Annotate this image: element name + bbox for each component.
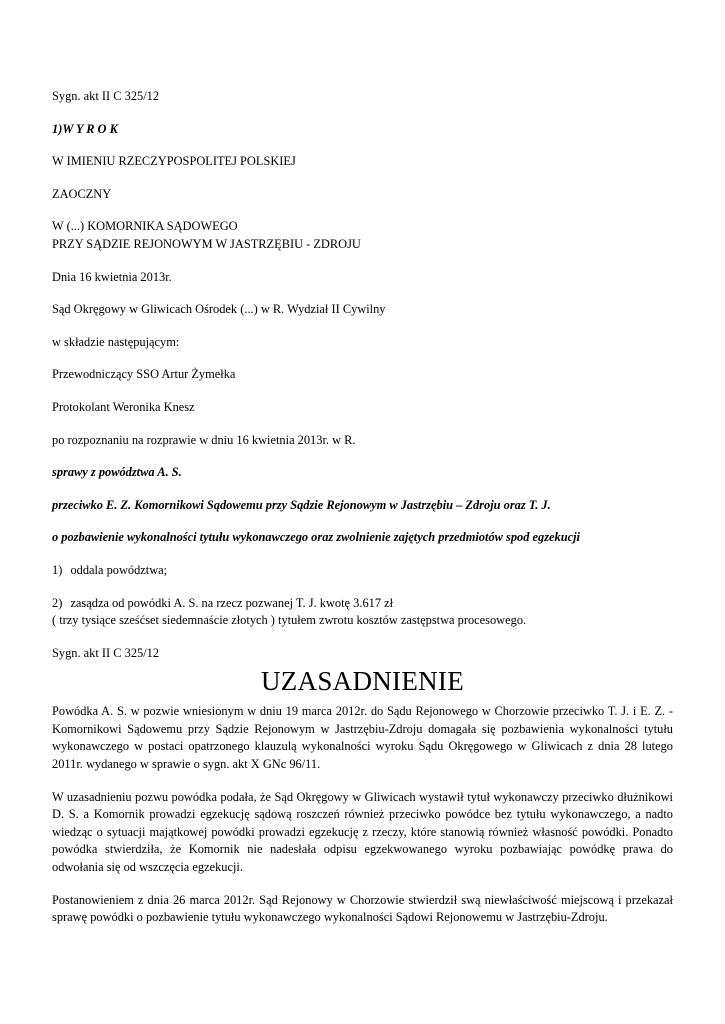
ruling-item-1 — [52, 562, 673, 580]
composition-label: w składzie następującym: — [52, 334, 180, 349]
clerk: Protokolant Weronika Knesz — [52, 399, 195, 414]
court-name: Sąd Okręgowy w Gliwicach Ośrodek (...) w R. Wydział II Cywilny — [52, 302, 386, 317]
in-the-name-line: W IMIENIU RZECZYPOSPOLITEJ POLSKIEJ — [52, 154, 296, 169]
verdict-type: ZAOCZNY — [52, 186, 112, 201]
justification-paragraph: W uzasadnieniu pozwu powódka podała, że Sąd Okręgowy w Gliwicach wystawił tytuł wykonawczy przeciwko dłużnikowi D. S. a Komornik prowadzi egzekucję sądową roszczeń również przeciwko powódce bez tytułu wykonawczego, a nadto wiedząc o sytuacji majątkowej powódki prowadzi egzekucję z rzeczy, które stanowią również własność powódki. Ponadto powódka stwierdziła, że Komornik nie nadesłała odpisu egzekwowanego wyroku pozbawiając powódkę prawa do odwołania się od wszczęcia egzekucji. — [52, 789, 673, 875]
ruling-number: 1) — [52, 562, 63, 577]
justification-title: UZASADNIENIE — [260, 666, 465, 697]
justification-case-reference: Sygn. akt II C 325/12 — [52, 645, 160, 660]
bailiff-line-2: PRZY SĄDZIE REJONOWYM W JASTRZĘBIU - ZDROJU — [52, 236, 361, 251]
ruling-item-2 — [52, 595, 673, 630]
verdict-title: 1)W Y R O K — [52, 121, 118, 136]
ruling-text-continued: ( trzy tysiące sześćset siedemnaście złotych ) tytułem zwrotu kosztów zastępstwa procesowego. — [52, 613, 527, 628]
justification-paragraph: Postanowieniem z dnia 26 marca 2012r. Sąd Rejonowy w Chorzowie stwierdził swą niewłaściwość miejscową i przekazał sprawę powódki o pozbawienie tytułu wykonawczego wykonalności Sądowi Rejonowemu w Jastrzębiu-Zdroju. — [52, 892, 673, 925]
case-defendants: przeciwko E. Z. Komornikowi Sądowemu przy Sądzie Rejonowym w Jastrzębiu – Zdroju oraz T. J. — [52, 497, 551, 512]
ruling-text: oddala powództwa; — [70, 562, 168, 577]
bailiff-line-1: W (...) KOMORNIKA SĄDOWEGO — [52, 219, 238, 234]
ruling-number: 2) — [52, 595, 63, 610]
hearing-line: po rozpoznaniu na rozprawie w dniu 16 kwietnia 2013r. w R. — [52, 432, 356, 447]
chairman: Przewodniczący SSO Artur Żymełka — [52, 367, 236, 382]
justification-paragraph: Powódka A. S. w pozwie wniesionym w dniu 19 marca 2012r. do Sądu Rejonowego w Chorzowie przeciwko T. J. i E. Z. - Komornikowi Sądowemu przy Sądzie Rejonowym w Jastrzębiu-Zdroju domagała się pozbawienia wykonalności tytułu wykonawczego w postaci opatrzonego klauzulą wykonalności wyroku Sądu Okręgowego w Gliwicach z dnia 28 lutego 2011r. wydanego w sprawie o sygn. akt X GNc 96/11. — [52, 704, 673, 772]
bailiff-block — [52, 218, 673, 253]
case-reference: Sygn. akt II C 325/12 — [52, 89, 160, 103]
verdict-date: Dnia 16 kwietnia 2013r. — [52, 269, 172, 284]
case-plaintiff: sprawy z powództwa A. S. — [52, 465, 182, 480]
document-page — [52, 88, 673, 942]
case-subject: o pozbawienie wykonalności tytułu wykonawczego oraz zwolnienie zajętych przedmiotów spod egzekucji — [52, 530, 580, 545]
ruling-text: zasądza od powódki A. S. na rzecz pozwanej T. J. kwotę 3.617 zł — [70, 595, 394, 610]
